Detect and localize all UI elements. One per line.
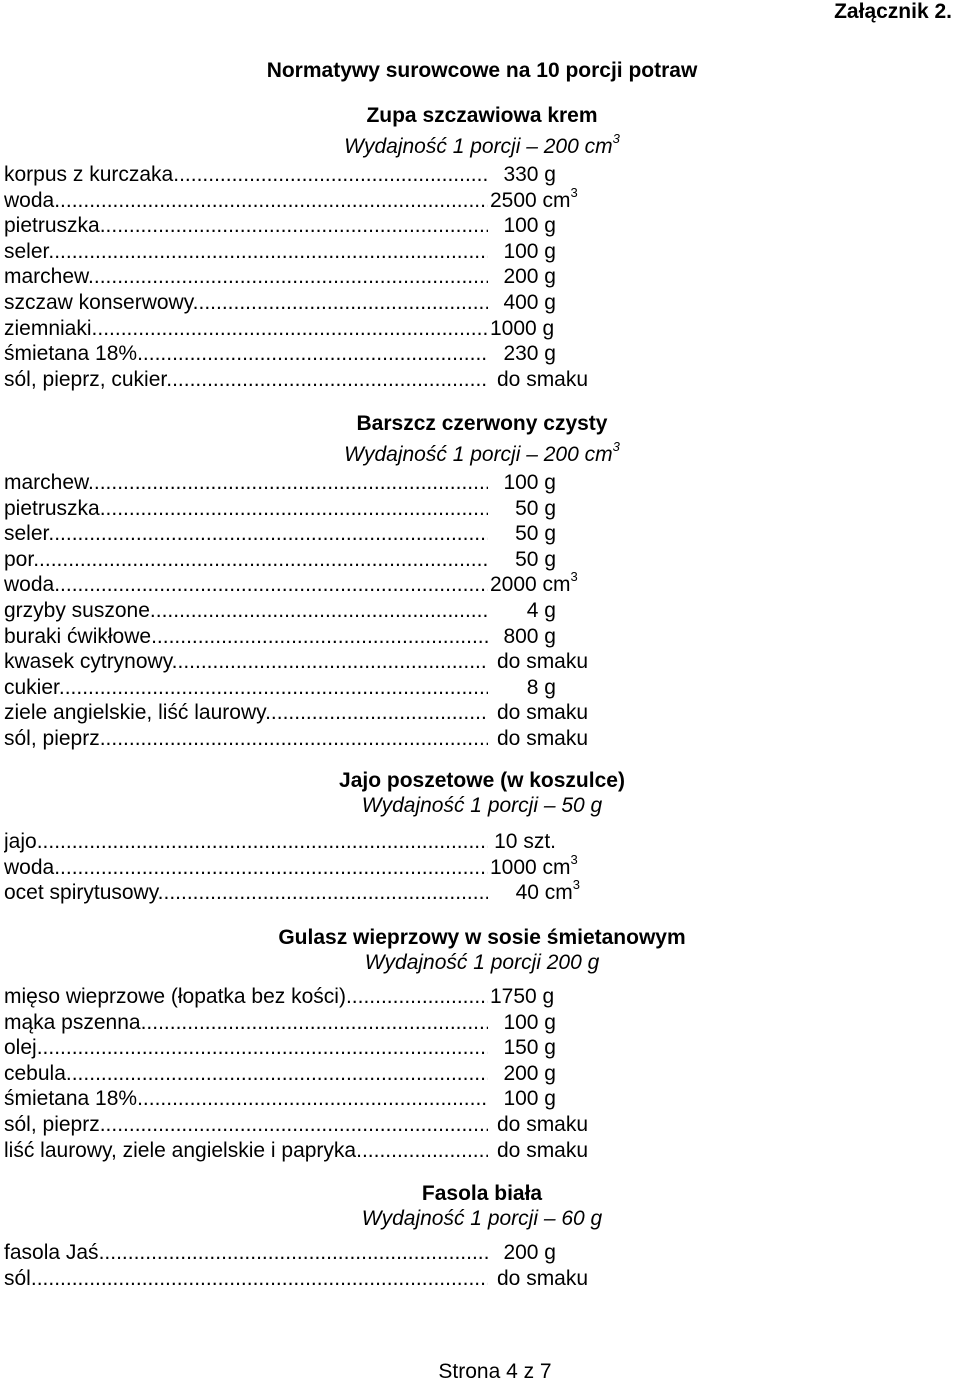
ingredient-name: seler .....	[4, 239, 488, 265]
ingredient-quantity: do smaku	[497, 1266, 589, 1290]
ingredient-row	[4, 547, 704, 573]
ingredient-name: marchew .....	[4, 470, 488, 496]
attachment-label: Załącznik 2.	[834, 0, 952, 23]
ingredient-row	[4, 162, 704, 188]
ingredient-name: buraki ćwikłowe .....	[4, 624, 488, 650]
ingredient-row	[4, 367, 704, 393]
ingredient-name: woda .....	[4, 855, 488, 881]
ingredient-name: por .....	[4, 547, 488, 573]
section-title: Barszcz czerwony czysty	[356, 412, 608, 435]
ingredient-row	[4, 213, 704, 239]
ingredient-row	[4, 496, 704, 522]
ingredient-name: seler .....	[4, 521, 488, 547]
ingredient-row	[4, 316, 704, 342]
ingredient-row	[4, 239, 704, 265]
ingredient-row	[4, 1138, 704, 1164]
ingredient-quantity: 200 g	[503, 1241, 556, 1264]
ingredient-row	[4, 569, 704, 598]
ingredient-quantity: 100 g	[503, 1010, 556, 1034]
ingredient-quantity: do smaku	[497, 1138, 589, 1162]
ingredient-name: cukier .....	[4, 675, 488, 701]
ingredient-quantity: 50 g	[515, 522, 556, 546]
ingredient-name: pietruszka .....	[4, 496, 488, 522]
ingredient-name: śmietana 18% .....	[4, 341, 488, 367]
section-yield: Wydajność 1 porcji – 50 g	[361, 794, 603, 817]
ingredient-row	[4, 1112, 704, 1138]
ingredient-name: sól, pieprz, cukier .....	[4, 367, 488, 393]
ingredient-quantity: 4 g	[526, 599, 556, 622]
ingredient-row	[4, 877, 704, 906]
ingredient-name: ziele angielskie, liść laurowy .....	[4, 700, 488, 726]
section-title: Jajo poszetowe (w koszulce)	[339, 769, 625, 792]
ingredient-name: sól, pieprz .....	[4, 1112, 488, 1138]
ingredient-row	[4, 726, 704, 752]
ingredient-name: woda .....	[4, 188, 488, 214]
ingredient-name: jajo .....	[4, 829, 488, 855]
ingredient-row	[4, 829, 704, 855]
ingredient-row	[4, 470, 704, 496]
ingredient-quantity: do smaku	[497, 650, 589, 674]
ingredient-row	[4, 1010, 704, 1036]
ingredient-quantity: 200 g	[503, 265, 556, 289]
ingredient-quantity: 100 g	[503, 214, 556, 238]
ingredient-quantity: 1000 g	[490, 316, 555, 340]
ingredient-row	[4, 624, 704, 650]
ingredient-name: mąka pszenna .....	[4, 1010, 488, 1036]
ingredient-quantity: 230 g	[503, 342, 556, 366]
ingredient-name: cebula .....	[4, 1061, 488, 1087]
ingredient-row	[4, 264, 704, 290]
section-yield: Wydajność 1 porcji – 200 $cm^3$	[344, 439, 620, 466]
page-title: Normatywy surowcowe na 10 porcji potraw	[266, 59, 698, 82]
ingredient-name: kwasek cytrynowy .....	[4, 649, 488, 675]
ingredient-quantity: do smaku	[497, 701, 589, 725]
ingredient-row	[4, 1061, 704, 1087]
ingredient-row	[4, 649, 704, 675]
section-title: Fasola biała	[421, 1182, 543, 1205]
ingredient-quantity: 50 g	[515, 496, 556, 520]
ingredient-name: pietruszka .....	[4, 213, 488, 239]
ingredient-row	[4, 598, 704, 624]
ingredient-quantity: 330 g	[503, 163, 556, 186]
ingredient-quantity: 8 g	[526, 675, 556, 699]
ingredient-quantity: do smaku	[497, 727, 589, 750]
ingredient-row	[4, 700, 704, 726]
ingredient-quantity: 800 g	[503, 624, 556, 648]
ingredient-name: ziemniaki .....	[4, 316, 488, 342]
ingredient-quantity: 1750 g	[490, 985, 555, 1008]
section-title: Gulasz wieprzowy w sosie śmietanowym	[278, 926, 686, 949]
ingredient-quantity: 400 g	[503, 291, 556, 314]
ingredient-row	[4, 1240, 704, 1266]
ingredient-name: woda .....	[4, 572, 488, 598]
ingredient-row	[4, 341, 704, 367]
ingredient-name: korpus z kurczaka .....	[4, 162, 488, 188]
ingredient-name: marchew .....	[4, 264, 488, 290]
ingredient-name: fasola Jaś .....	[4, 1240, 488, 1266]
ingredient-quantity: 2000 $cm^3$	[490, 569, 578, 597]
ingredient-row	[4, 984, 704, 1010]
ingredient-quantity: 200 g	[503, 1061, 556, 1085]
ingredient-quantity: 1000 $cm^3$	[490, 851, 578, 879]
ingredient-row	[4, 851, 704, 881]
section-yield: Wydajność 1 porcji – 200 $cm^3$	[344, 131, 620, 158]
ingredient-row	[4, 521, 704, 547]
ingredient-quantity: 150 g	[503, 1036, 556, 1060]
ingredient-name: mięso wieprzowe (łopatka bez kości) .....	[4, 984, 488, 1010]
ingredient-quantity: 10 szt.	[494, 830, 556, 853]
ingredient-name: sól, pieprz .....	[4, 726, 488, 752]
ingredient-quantity: 100 g	[503, 1087, 556, 1111]
ingredient-row	[4, 1035, 704, 1061]
ingredient-quantity: 2500 $cm^3$	[490, 184, 578, 212]
ingredient-row	[4, 1086, 704, 1112]
section-title: Zupa szczawiowa krem	[366, 104, 598, 127]
ingredient-quantity: 100 g	[503, 239, 556, 263]
ingredient-name: szczaw konserwowy .....	[4, 290, 488, 316]
ingredient-quantity: 100 g	[503, 471, 556, 494]
section-yield: Wydajność 1 porcji – 60 g	[361, 1207, 603, 1230]
ingredient-quantity: 50 g	[515, 547, 556, 571]
ingredient-row	[4, 1266, 704, 1292]
ingredient-quantity: do smaku	[497, 1113, 589, 1136]
ingredient-name: sól .....	[4, 1266, 488, 1292]
ingredient-quantity: do smaku	[497, 367, 589, 391]
page-number: Strona 4 z 7	[438, 1360, 552, 1383]
ingredient-name: liść laurowy, ziele angielskie i papryka .....	[4, 1138, 488, 1164]
ingredient-name: ocet spirytusowy .....	[4, 880, 488, 906]
ingredient-name: śmietana 18% .....	[4, 1086, 488, 1112]
section-yield: Wydajność 1 porcji 200 g	[364, 951, 600, 974]
ingredient-row	[4, 675, 704, 701]
ingredient-row	[4, 184, 704, 214]
ingredient-name: grzyby suszone .....	[4, 598, 488, 624]
ingredient-row	[4, 290, 704, 316]
ingredient-quantity: 40 $cm^3$	[515, 877, 580, 905]
ingredient-name: olej .....	[4, 1035, 488, 1061]
